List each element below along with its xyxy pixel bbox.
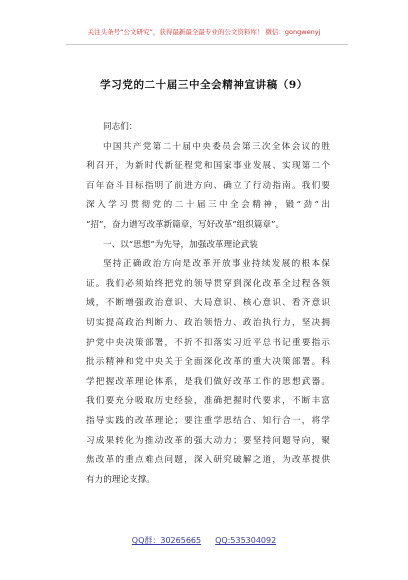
text-line: 指导实践的改革理论；要注重学思结合、知行合一，将学 bbox=[86, 415, 330, 426]
text-line: 深入学习贯彻党的二十届三中全会精神，锻“劲”出 bbox=[86, 200, 330, 211]
footer-qq-number: QQ:535304092 bbox=[215, 536, 277, 545]
text-line: “招”，奋力谱写改革新篇章，写好改革“组织篇章”。 bbox=[86, 219, 285, 230]
text-line: 护党中央决策部署，不折不扣落实习近平总书记重要指示 bbox=[86, 337, 330, 348]
salutation-line: 同志们： bbox=[103, 122, 138, 132]
text-line: 利召开，为新时代新征程党和国家事业发展、实现第二个 bbox=[86, 161, 330, 172]
text-line: 切实提高政治判断力、政治领悟力、政治执行力，坚决拥 bbox=[86, 317, 330, 328]
text-line: 证。我们必须始终把党的领导贯穿到深化改革全过程各领 bbox=[86, 278, 330, 289]
salutation bbox=[86, 118, 330, 138]
text-line: 我们要充分吸取历史经验，准确把握时代要求，不断丰富 bbox=[86, 396, 330, 407]
header-banner: 关注头条号“公文研究”，获得最新最全最专业的公文资料库！ 微信：gongwenyj bbox=[87, 28, 321, 36]
footer-qq-group: QQ群：30265665 bbox=[131, 536, 202, 545]
text-line: 学把握改革理论体系，是我们做好改革工作的思想武器。 bbox=[86, 376, 330, 387]
document-title: 学习党的二十届三中全会精神宣讲稿（9） bbox=[100, 79, 308, 91]
document-body bbox=[86, 118, 330, 490]
text-line: 百年奋斗目标指明了前进方向、确立了行动指南。我们要 bbox=[86, 180, 330, 191]
text-line: 坚持正确政治方向是改革开放事业持续发展的根本保 bbox=[103, 259, 330, 270]
text-line: 中国共产党第二十届中央委员会第三次全体会议的胜 bbox=[103, 141, 330, 152]
paragraph bbox=[86, 138, 330, 236]
text-line: 焦改革的重点难点问题，深入研究破解之道，为改革提供 bbox=[86, 455, 330, 466]
text-line: 习成果转化为推动改革的强大动力；要坚持问题导向，聚 bbox=[86, 435, 330, 446]
footer-contact bbox=[0, 535, 408, 546]
paragraph bbox=[86, 255, 330, 490]
text-line: 批示精神和党中央关于全面深化改革的重大决策部署。科 bbox=[86, 357, 330, 368]
header-divider bbox=[66, 44, 348, 45]
section-heading-line: 一、以“思想”为先导，加强改革理论武装 bbox=[103, 239, 258, 250]
text-line: 有力的理论支撑。 bbox=[86, 474, 155, 485]
section-heading bbox=[86, 236, 330, 256]
text-line: 域，不断增强政治意识、大局意识、核心意识、看齐意识 bbox=[86, 298, 330, 309]
